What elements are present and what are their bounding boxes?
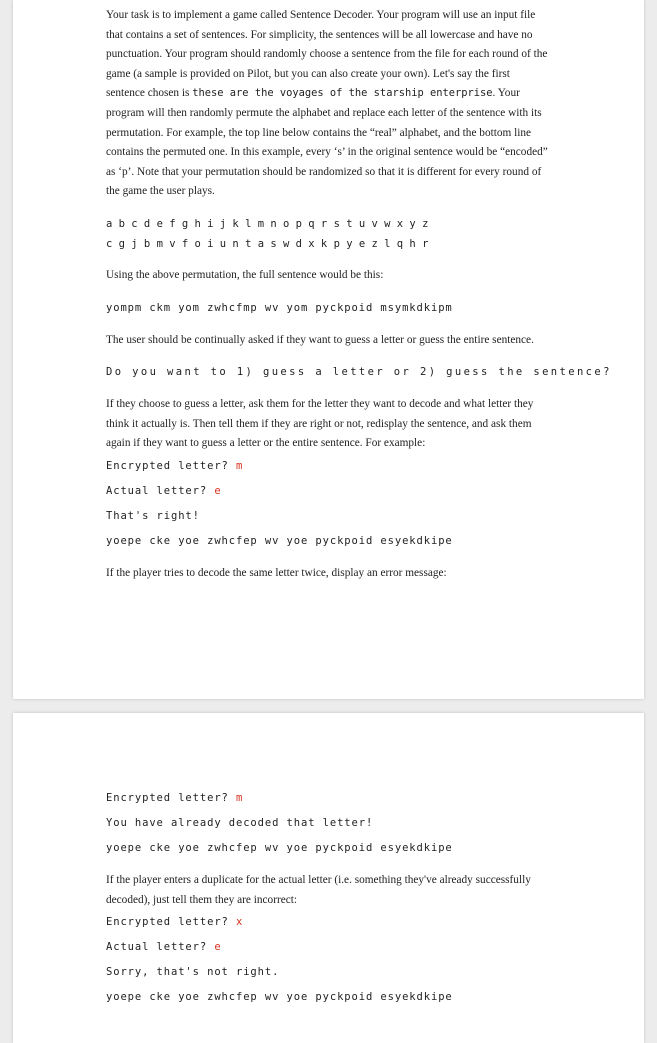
- duplicate-actual-text: If the player enters a duplicate for the actual letter (i.e. something they've already successfully decoded), just tell them they are incorrect:: [106, 874, 531, 906]
- alphabet-real: a b c d e f g h i j k l m n o p q r s t u v w x y z: [106, 217, 429, 230]
- example1-result: That's right!: [106, 509, 200, 522]
- document-page-1: [13, 0, 644, 699]
- actual-input: e: [214, 941, 222, 954]
- intro-text-part-1: Your task is to implement a game called Sentence Decoder. Your program will use an input file that contains a set of sentences. For simplicity, the sentences will be all lowercase and have no punctuation. Your program should randomly choose a sentence from the file for each round of the game (a sample is provided on Pilot, but you can also create your own). Let's say the first sentence chosen is: [106, 9, 548, 100]
- example3-actual-line: [106, 935, 551, 960]
- actual-label: Actual letter?: [106, 484, 215, 497]
- encrypted-label: Encrypted letter?: [106, 459, 236, 472]
- guess-instructions-text: If they choose to guess a letter, ask them for the letter they want to decode and what letter they think it actually is. Then tell them if they are right or not, redisplay the sentence, and ask them again if they want to guess a letter or the entire sentence. For example:: [106, 398, 534, 450]
- guess-prompt-line: Do you want to 1) guess a letter or 2) guess the sentence?: [106, 366, 612, 379]
- encrypted-label: Encrypted letter?: [106, 792, 236, 804]
- intro-paragraph: [106, 6, 551, 202]
- actual-input: e: [214, 484, 222, 497]
- intro-text-part-2: . Your program will then randomly permute the alphabet and replace each letter of the sentence with its permutation. For example, the top line below contains the “real” alphabet, and the bottom line contains the permuted one. In this example, every ‘s’ in the original sentence would be “encoded” as ‘p’. Note that your permutation should be randomized so that it is different for every round of the game the user plays.: [106, 87, 548, 198]
- example2-encrypted-line: [106, 786, 551, 811]
- example3-sentence: yoepe cke yoe zwhcfep wv yoe pyckpoid esyekdkipe: [106, 991, 453, 1004]
- using-permutation-text: Using the above permutation, the full sentence would be this:: [106, 268, 384, 281]
- encrypted-input: x: [236, 916, 244, 929]
- same-letter-twice-text: If the player tries to decode the same letter twice, display an error message:: [106, 566, 447, 579]
- example1-actual-line: [106, 479, 551, 504]
- page-1-content: [106, 6, 612, 584]
- page-2-content: [106, 786, 551, 1010]
- actual-label: Actual letter?: [106, 941, 215, 954]
- encrypted-input: m: [236, 792, 244, 804]
- example3-result: Sorry, that's not right.: [106, 966, 280, 979]
- document-page-2: [13, 713, 644, 1043]
- example1-encrypted-line: [106, 454, 551, 479]
- encrypted-input: m: [236, 459, 244, 472]
- continual-prompt-text: The user should be continually asked if they want to guess a letter or guess the entire sentence.: [106, 333, 534, 346]
- encrypted-label: Encrypted letter?: [106, 916, 236, 929]
- encoded-sentence: yompm ckm yom zwhcfmp wv yom pyckpoid msymkdkipm: [106, 301, 453, 314]
- example1-sentence: yoepe cke yoe zwhcfep wv yoe pyckpoid esyekdkipe: [106, 534, 453, 547]
- example2-sentence: yoepe cke yoe zwhcfep wv yoe pyckpoid esyekdkipe: [106, 842, 453, 854]
- alphabet-permuted: c g j b m v f o i u n t a s w d x k p y e z l q h r: [106, 237, 429, 250]
- example3-encrypted-line: [106, 910, 551, 935]
- example2-result: You have already decoded that letter!: [106, 817, 374, 829]
- example-sentence-code: these are the voyages of the starship enterprise: [192, 87, 493, 100]
